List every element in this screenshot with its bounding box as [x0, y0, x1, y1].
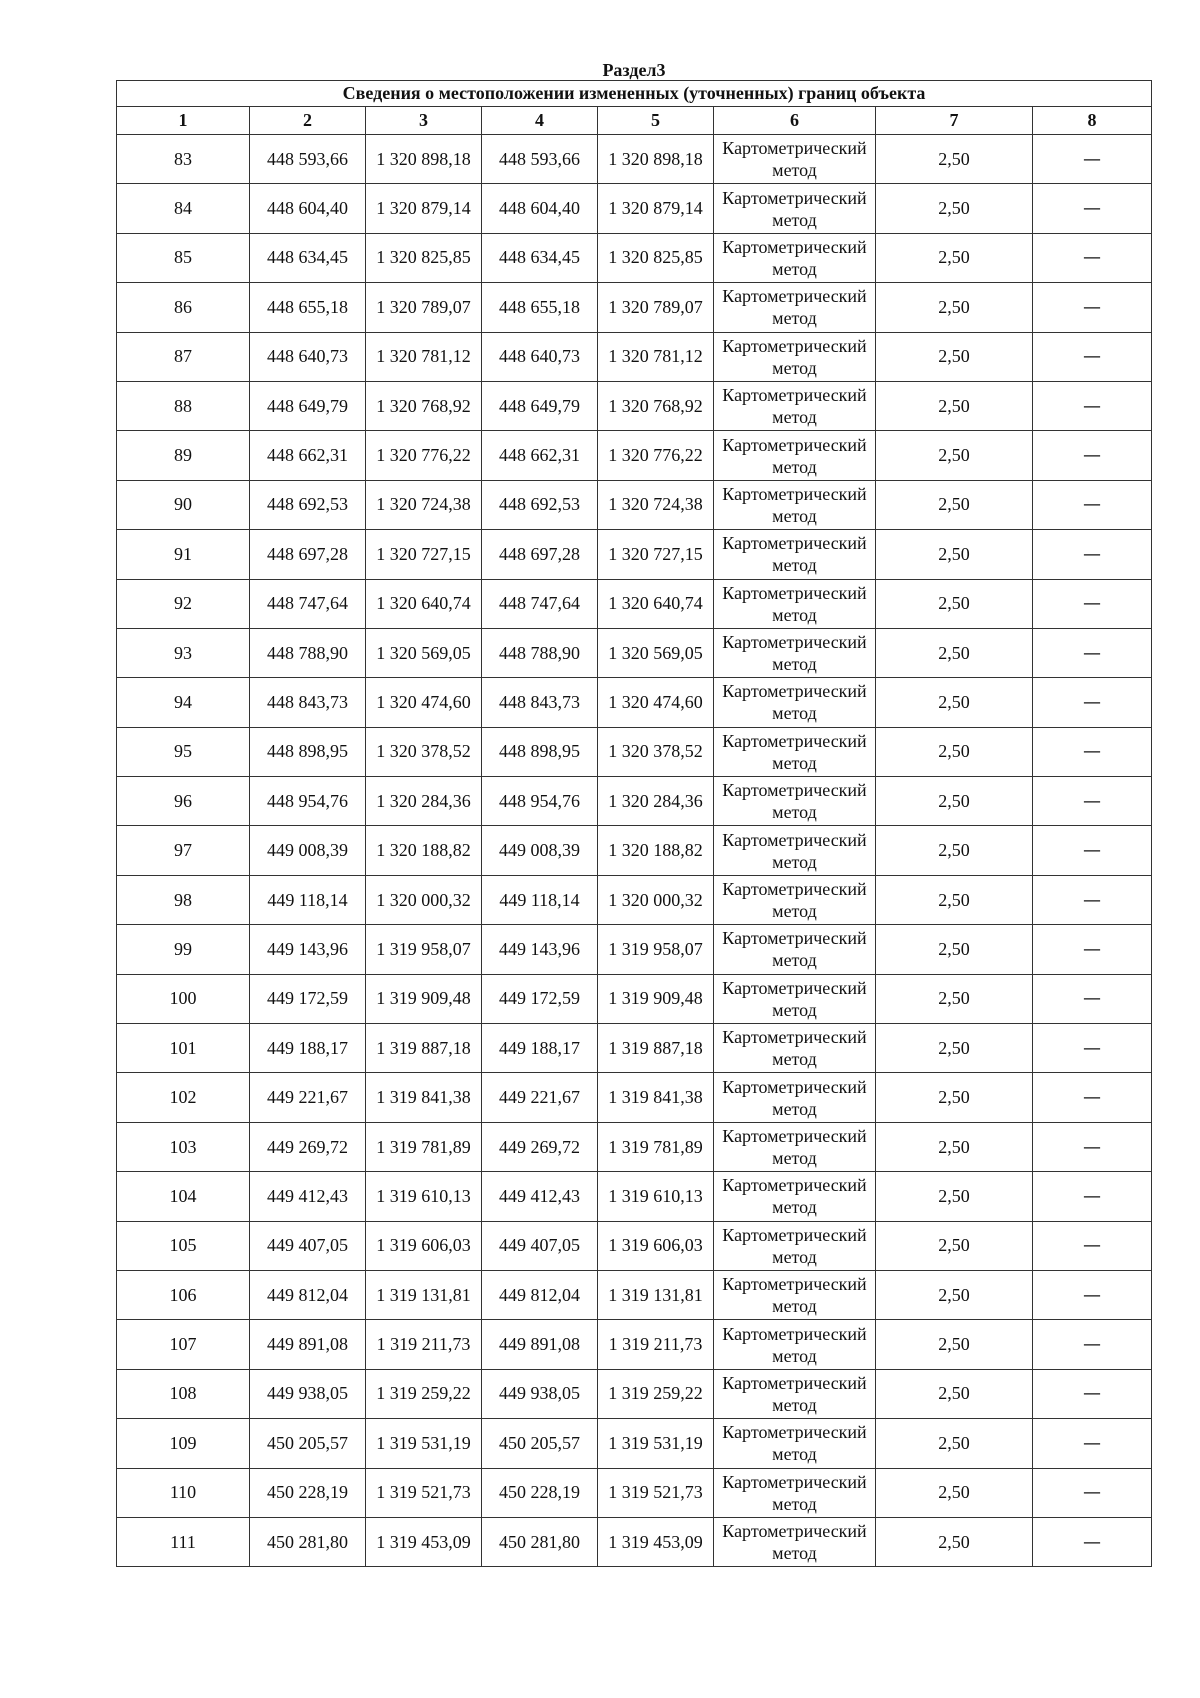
table-row: [117, 135, 1152, 184]
accuracy-cell: 2,50: [876, 1517, 1033, 1566]
existing-y-cell: 1 320 378,52: [366, 727, 482, 776]
existing-x-cell: 449 143,96: [250, 925, 366, 974]
refined-y-cell: 1 319 606,03: [598, 1221, 714, 1270]
existing-y-cell: 1 319 909,48: [366, 974, 482, 1023]
table-row: [117, 283, 1152, 332]
method-cell: Картометрический метод: [714, 1517, 876, 1566]
method-cell: Картометрический метод: [714, 530, 876, 579]
existing-x-cell: 448 662,31: [250, 431, 366, 480]
column-number: 7: [876, 107, 1033, 135]
point-number-cell: 106: [117, 1270, 250, 1319]
note-cell: —: [1033, 184, 1152, 233]
refined-y-cell: 1 320 378,52: [598, 727, 714, 776]
refined-y-cell: 1 320 188,82: [598, 826, 714, 875]
refined-y-cell: 1 320 569,05: [598, 628, 714, 677]
refined-x-cell: 448 634,45: [482, 233, 598, 282]
note-cell: —: [1033, 1221, 1152, 1270]
existing-x-cell: 448 649,79: [250, 381, 366, 430]
method-cell: Картометрический метод: [714, 431, 876, 480]
refined-y-cell: 1 319 131,81: [598, 1270, 714, 1319]
table-row: [117, 925, 1152, 974]
method-cell: Картометрический метод: [714, 579, 876, 628]
note-cell: —: [1033, 777, 1152, 826]
refined-y-cell: 1 320 724,38: [598, 480, 714, 529]
table-row: [117, 431, 1152, 480]
refined-x-cell: 449 412,43: [482, 1172, 598, 1221]
existing-y-cell: 1 319 259,22: [366, 1369, 482, 1418]
existing-y-cell: 1 319 521,73: [366, 1468, 482, 1517]
refined-x-cell: 450 281,80: [482, 1517, 598, 1566]
accuracy-cell: 2,50: [876, 974, 1033, 1023]
column-number: 2: [250, 107, 366, 135]
existing-y-cell: 1 320 879,14: [366, 184, 482, 233]
refined-y-cell: 1 319 259,22: [598, 1369, 714, 1418]
refined-y-cell: 1 319 958,07: [598, 925, 714, 974]
point-number-cell: 107: [117, 1320, 250, 1369]
point-number-cell: 105: [117, 1221, 250, 1270]
refined-x-cell: 448 954,76: [482, 777, 598, 826]
refined-x-cell: 448 649,79: [482, 381, 598, 430]
existing-y-cell: 1 320 474,60: [366, 678, 482, 727]
column-number: 6: [714, 107, 876, 135]
note-cell: —: [1033, 727, 1152, 776]
method-cell: Картометрический метод: [714, 480, 876, 529]
existing-y-cell: 1 320 188,82: [366, 826, 482, 875]
point-number-cell: 99: [117, 925, 250, 974]
point-number-cell: 93: [117, 628, 250, 677]
refined-x-cell: 449 269,72: [482, 1122, 598, 1171]
method-cell: Картометрический метод: [714, 875, 876, 924]
note-cell: —: [1033, 826, 1152, 875]
note-cell: —: [1033, 1172, 1152, 1221]
note-cell: —: [1033, 1270, 1152, 1319]
accuracy-cell: 2,50: [876, 875, 1033, 924]
column-number: 4: [482, 107, 598, 135]
existing-x-cell: 448 954,76: [250, 777, 366, 826]
refined-x-cell: 449 812,04: [482, 1270, 598, 1319]
existing-y-cell: 1 320 640,74: [366, 579, 482, 628]
existing-x-cell: 449 118,14: [250, 875, 366, 924]
existing-y-cell: 1 319 610,13: [366, 1172, 482, 1221]
note-cell: —: [1033, 233, 1152, 282]
method-cell: Картометрический метод: [714, 1419, 876, 1468]
table-row: [117, 1517, 1152, 1566]
method-cell: Картометрический метод: [714, 1024, 876, 1073]
column-number: 8: [1033, 107, 1152, 135]
boundary-table: [116, 80, 1152, 1567]
existing-y-cell: 1 319 453,09: [366, 1517, 482, 1566]
table-row: [117, 628, 1152, 677]
refined-y-cell: 1 320 000,32: [598, 875, 714, 924]
table-row: [117, 1221, 1152, 1270]
existing-x-cell: 448 634,45: [250, 233, 366, 282]
existing-y-cell: 1 320 768,92: [366, 381, 482, 430]
point-number-cell: 97: [117, 826, 250, 875]
method-cell: Картометрический метод: [714, 1221, 876, 1270]
method-cell: Картометрический метод: [714, 826, 876, 875]
point-number-cell: 84: [117, 184, 250, 233]
existing-y-cell: 1 319 131,81: [366, 1270, 482, 1319]
column-number-row: [117, 107, 1152, 135]
accuracy-cell: 2,50: [876, 579, 1033, 628]
note-cell: —: [1033, 135, 1152, 184]
note-cell: —: [1033, 283, 1152, 332]
method-cell: Картометрический метод: [714, 1468, 876, 1517]
accuracy-cell: 2,50: [876, 332, 1033, 381]
accuracy-cell: 2,50: [876, 727, 1033, 776]
method-cell: Картометрический метод: [714, 628, 876, 677]
table-title-row: [117, 81, 1152, 107]
accuracy-cell: 2,50: [876, 678, 1033, 727]
note-cell: —: [1033, 1320, 1152, 1369]
refined-x-cell: 449 118,14: [482, 875, 598, 924]
existing-x-cell: 448 640,73: [250, 332, 366, 381]
existing-x-cell: 449 172,59: [250, 974, 366, 1023]
refined-y-cell: 1 320 789,07: [598, 283, 714, 332]
method-cell: Картометрический метод: [714, 184, 876, 233]
accuracy-cell: 2,50: [876, 381, 1033, 430]
table-row: [117, 826, 1152, 875]
section-title: Раздел3: [602, 60, 666, 80]
existing-x-cell: 450 205,57: [250, 1419, 366, 1468]
note-cell: —: [1033, 1024, 1152, 1073]
method-cell: Картометрический метод: [714, 925, 876, 974]
point-number-cell: 103: [117, 1122, 250, 1171]
accuracy-cell: 2,50: [876, 1024, 1033, 1073]
accuracy-cell: 2,50: [876, 1419, 1033, 1468]
existing-x-cell: 448 692,53: [250, 480, 366, 529]
table-row: [117, 1369, 1152, 1418]
accuracy-cell: 2,50: [876, 233, 1033, 282]
accuracy-cell: 2,50: [876, 431, 1033, 480]
table-row: [117, 579, 1152, 628]
note-cell: —: [1033, 1073, 1152, 1122]
refined-x-cell: 448 747,64: [482, 579, 598, 628]
refined-y-cell: 1 319 841,38: [598, 1073, 714, 1122]
point-number-cell: 89: [117, 431, 250, 480]
note-cell: —: [1033, 974, 1152, 1023]
accuracy-cell: 2,50: [876, 1073, 1033, 1122]
table-row: [117, 727, 1152, 776]
method-cell: Картометрический метод: [714, 1369, 876, 1418]
existing-x-cell: 449 188,17: [250, 1024, 366, 1073]
accuracy-cell: 2,50: [876, 628, 1033, 677]
table-row: [117, 1172, 1152, 1221]
refined-x-cell: 449 188,17: [482, 1024, 598, 1073]
note-cell: —: [1033, 1517, 1152, 1566]
existing-x-cell: 449 938,05: [250, 1369, 366, 1418]
existing-y-cell: 1 320 789,07: [366, 283, 482, 332]
refined-y-cell: 1 320 640,74: [598, 579, 714, 628]
refined-x-cell: 449 143,96: [482, 925, 598, 974]
existing-y-cell: 1 320 776,22: [366, 431, 482, 480]
existing-x-cell: 448 788,90: [250, 628, 366, 677]
refined-x-cell: 450 228,19: [482, 1468, 598, 1517]
point-number-cell: 92: [117, 579, 250, 628]
point-number-cell: 91: [117, 530, 250, 579]
table-row: [117, 1419, 1152, 1468]
table-title: Сведения о местоположении измененных (уточненных) границ объекта: [117, 81, 1152, 107]
table-row: [117, 974, 1152, 1023]
method-cell: Картометрический метод: [714, 233, 876, 282]
refined-x-cell: 448 640,73: [482, 332, 598, 381]
method-cell: Картометрический метод: [714, 283, 876, 332]
refined-y-cell: 1 320 284,36: [598, 777, 714, 826]
existing-y-cell: 1 320 781,12: [366, 332, 482, 381]
refined-x-cell: 449 172,59: [482, 974, 598, 1023]
point-number-cell: 83: [117, 135, 250, 184]
refined-y-cell: 1 319 521,73: [598, 1468, 714, 1517]
existing-y-cell: 1 320 727,15: [366, 530, 482, 579]
existing-y-cell: 1 320 569,05: [366, 628, 482, 677]
refined-y-cell: 1 319 909,48: [598, 974, 714, 1023]
existing-x-cell: 450 281,80: [250, 1517, 366, 1566]
existing-x-cell: 448 604,40: [250, 184, 366, 233]
method-cell: Картометрический метод: [714, 1172, 876, 1221]
accuracy-cell: 2,50: [876, 480, 1033, 529]
existing-x-cell: 449 269,72: [250, 1122, 366, 1171]
refined-x-cell: 448 843,73: [482, 678, 598, 727]
table-row: [117, 875, 1152, 924]
existing-x-cell: 449 891,08: [250, 1320, 366, 1369]
table-row: [117, 1024, 1152, 1073]
existing-x-cell: 449 407,05: [250, 1221, 366, 1270]
refined-x-cell: 448 692,53: [482, 480, 598, 529]
refined-x-cell: 449 891,08: [482, 1320, 598, 1369]
existing-y-cell: 1 319 841,38: [366, 1073, 482, 1122]
point-number-cell: 101: [117, 1024, 250, 1073]
method-cell: Картометрический метод: [714, 974, 876, 1023]
refined-x-cell: 448 662,31: [482, 431, 598, 480]
refined-y-cell: 1 319 211,73: [598, 1320, 714, 1369]
table-row: [117, 1270, 1152, 1319]
refined-y-cell: 1 320 898,18: [598, 135, 714, 184]
accuracy-cell: 2,50: [876, 777, 1033, 826]
point-number-cell: 95: [117, 727, 250, 776]
accuracy-cell: 2,50: [876, 1369, 1033, 1418]
note-cell: —: [1033, 579, 1152, 628]
table-row: [117, 678, 1152, 727]
table-row: [117, 381, 1152, 430]
refined-y-cell: 1 319 610,13: [598, 1172, 714, 1221]
point-number-cell: 85: [117, 233, 250, 282]
point-number-cell: 88: [117, 381, 250, 430]
accuracy-cell: 2,50: [876, 1320, 1033, 1369]
point-number-cell: 87: [117, 332, 250, 381]
table-row: [117, 1320, 1152, 1369]
existing-y-cell: 1 319 211,73: [366, 1320, 482, 1369]
table-row: [117, 1073, 1152, 1122]
table-row: [117, 1468, 1152, 1517]
refined-y-cell: 1 320 768,92: [598, 381, 714, 430]
method-cell: Картометрический метод: [714, 678, 876, 727]
note-cell: —: [1033, 1122, 1152, 1171]
point-number-cell: 102: [117, 1073, 250, 1122]
refined-x-cell: 448 604,40: [482, 184, 598, 233]
refined-y-cell: 1 319 887,18: [598, 1024, 714, 1073]
method-cell: Картометрический метод: [714, 1073, 876, 1122]
refined-x-cell: 448 788,90: [482, 628, 598, 677]
refined-x-cell: 449 221,67: [482, 1073, 598, 1122]
note-cell: —: [1033, 1419, 1152, 1468]
accuracy-cell: 2,50: [876, 925, 1033, 974]
existing-x-cell: 449 008,39: [250, 826, 366, 875]
method-cell: Картометрический метод: [714, 777, 876, 826]
existing-y-cell: 1 320 000,32: [366, 875, 482, 924]
refined-y-cell: 1 319 453,09: [598, 1517, 714, 1566]
refined-x-cell: 448 655,18: [482, 283, 598, 332]
accuracy-cell: 2,50: [876, 184, 1033, 233]
point-number-cell: 109: [117, 1419, 250, 1468]
table-body: [117, 81, 1152, 1567]
note-cell: —: [1033, 925, 1152, 974]
table-row: [117, 184, 1152, 233]
refined-x-cell: 448 898,95: [482, 727, 598, 776]
point-number-cell: 104: [117, 1172, 250, 1221]
refined-x-cell: 449 407,05: [482, 1221, 598, 1270]
point-number-cell: 110: [117, 1468, 250, 1517]
refined-y-cell: 1 319 781,89: [598, 1122, 714, 1171]
existing-x-cell: 448 697,28: [250, 530, 366, 579]
point-number-cell: 86: [117, 283, 250, 332]
point-number-cell: 100: [117, 974, 250, 1023]
method-cell: Картометрический метод: [714, 1320, 876, 1369]
note-cell: —: [1033, 332, 1152, 381]
refined-x-cell: 448 593,66: [482, 135, 598, 184]
existing-x-cell: 450 228,19: [250, 1468, 366, 1517]
existing-y-cell: 1 319 606,03: [366, 1221, 482, 1270]
table-row: [117, 777, 1152, 826]
method-cell: Картометрический метод: [714, 1270, 876, 1319]
existing-y-cell: 1 320 898,18: [366, 135, 482, 184]
accuracy-cell: 2,50: [876, 530, 1033, 579]
existing-x-cell: 449 221,67: [250, 1073, 366, 1122]
refined-x-cell: 450 205,57: [482, 1419, 598, 1468]
accuracy-cell: 2,50: [876, 1122, 1033, 1171]
point-number-cell: 111: [117, 1517, 250, 1566]
existing-y-cell: 1 319 531,19: [366, 1419, 482, 1468]
table-row: [117, 530, 1152, 579]
existing-x-cell: 448 747,64: [250, 579, 366, 628]
accuracy-cell: 2,50: [876, 1172, 1033, 1221]
table-row: [117, 1122, 1152, 1171]
refined-y-cell: 1 320 825,85: [598, 233, 714, 282]
note-cell: —: [1033, 530, 1152, 579]
existing-y-cell: 1 319 887,18: [366, 1024, 482, 1073]
refined-x-cell: 448 697,28: [482, 530, 598, 579]
note-cell: —: [1033, 1369, 1152, 1418]
note-cell: —: [1033, 1468, 1152, 1517]
point-number-cell: 108: [117, 1369, 250, 1418]
existing-x-cell: 448 843,73: [250, 678, 366, 727]
existing-x-cell: 448 655,18: [250, 283, 366, 332]
note-cell: —: [1033, 628, 1152, 677]
refined-y-cell: 1 320 474,60: [598, 678, 714, 727]
existing-y-cell: 1 320 284,36: [366, 777, 482, 826]
existing-x-cell: 448 593,66: [250, 135, 366, 184]
accuracy-cell: 2,50: [876, 1221, 1033, 1270]
existing-y-cell: 1 319 958,07: [366, 925, 482, 974]
note-cell: —: [1033, 381, 1152, 430]
method-cell: Картометрический метод: [714, 381, 876, 430]
refined-x-cell: 449 938,05: [482, 1369, 598, 1418]
point-number-cell: 94: [117, 678, 250, 727]
refined-y-cell: 1 320 727,15: [598, 530, 714, 579]
column-number: 1: [117, 107, 250, 135]
note-cell: —: [1033, 678, 1152, 727]
point-number-cell: 96: [117, 777, 250, 826]
method-cell: Картометрический метод: [714, 1122, 876, 1171]
note-cell: —: [1033, 480, 1152, 529]
column-number: 5: [598, 107, 714, 135]
method-cell: Картометрический метод: [714, 135, 876, 184]
table-row: [117, 480, 1152, 529]
method-cell: Картометрический метод: [714, 332, 876, 381]
note-cell: —: [1033, 875, 1152, 924]
point-number-cell: 90: [117, 480, 250, 529]
accuracy-cell: 2,50: [876, 283, 1033, 332]
column-number: 3: [366, 107, 482, 135]
existing-x-cell: 449 412,43: [250, 1172, 366, 1221]
existing-y-cell: 1 320 825,85: [366, 233, 482, 282]
existing-x-cell: 449 812,04: [250, 1270, 366, 1319]
method-cell: Картометрический метод: [714, 727, 876, 776]
refined-y-cell: 1 320 776,22: [598, 431, 714, 480]
accuracy-cell: 2,50: [876, 826, 1033, 875]
refined-x-cell: 449 008,39: [482, 826, 598, 875]
accuracy-cell: 2,50: [876, 135, 1033, 184]
table-row: [117, 233, 1152, 282]
table-row: [117, 332, 1152, 381]
existing-y-cell: 1 319 781,89: [366, 1122, 482, 1171]
refined-y-cell: 1 319 531,19: [598, 1419, 714, 1468]
accuracy-cell: 2,50: [876, 1270, 1033, 1319]
point-number-cell: 98: [117, 875, 250, 924]
refined-y-cell: 1 320 879,14: [598, 184, 714, 233]
refined-y-cell: 1 320 781,12: [598, 332, 714, 381]
existing-y-cell: 1 320 724,38: [366, 480, 482, 529]
note-cell: —: [1033, 431, 1152, 480]
accuracy-cell: 2,50: [876, 1468, 1033, 1517]
existing-x-cell: 448 898,95: [250, 727, 366, 776]
